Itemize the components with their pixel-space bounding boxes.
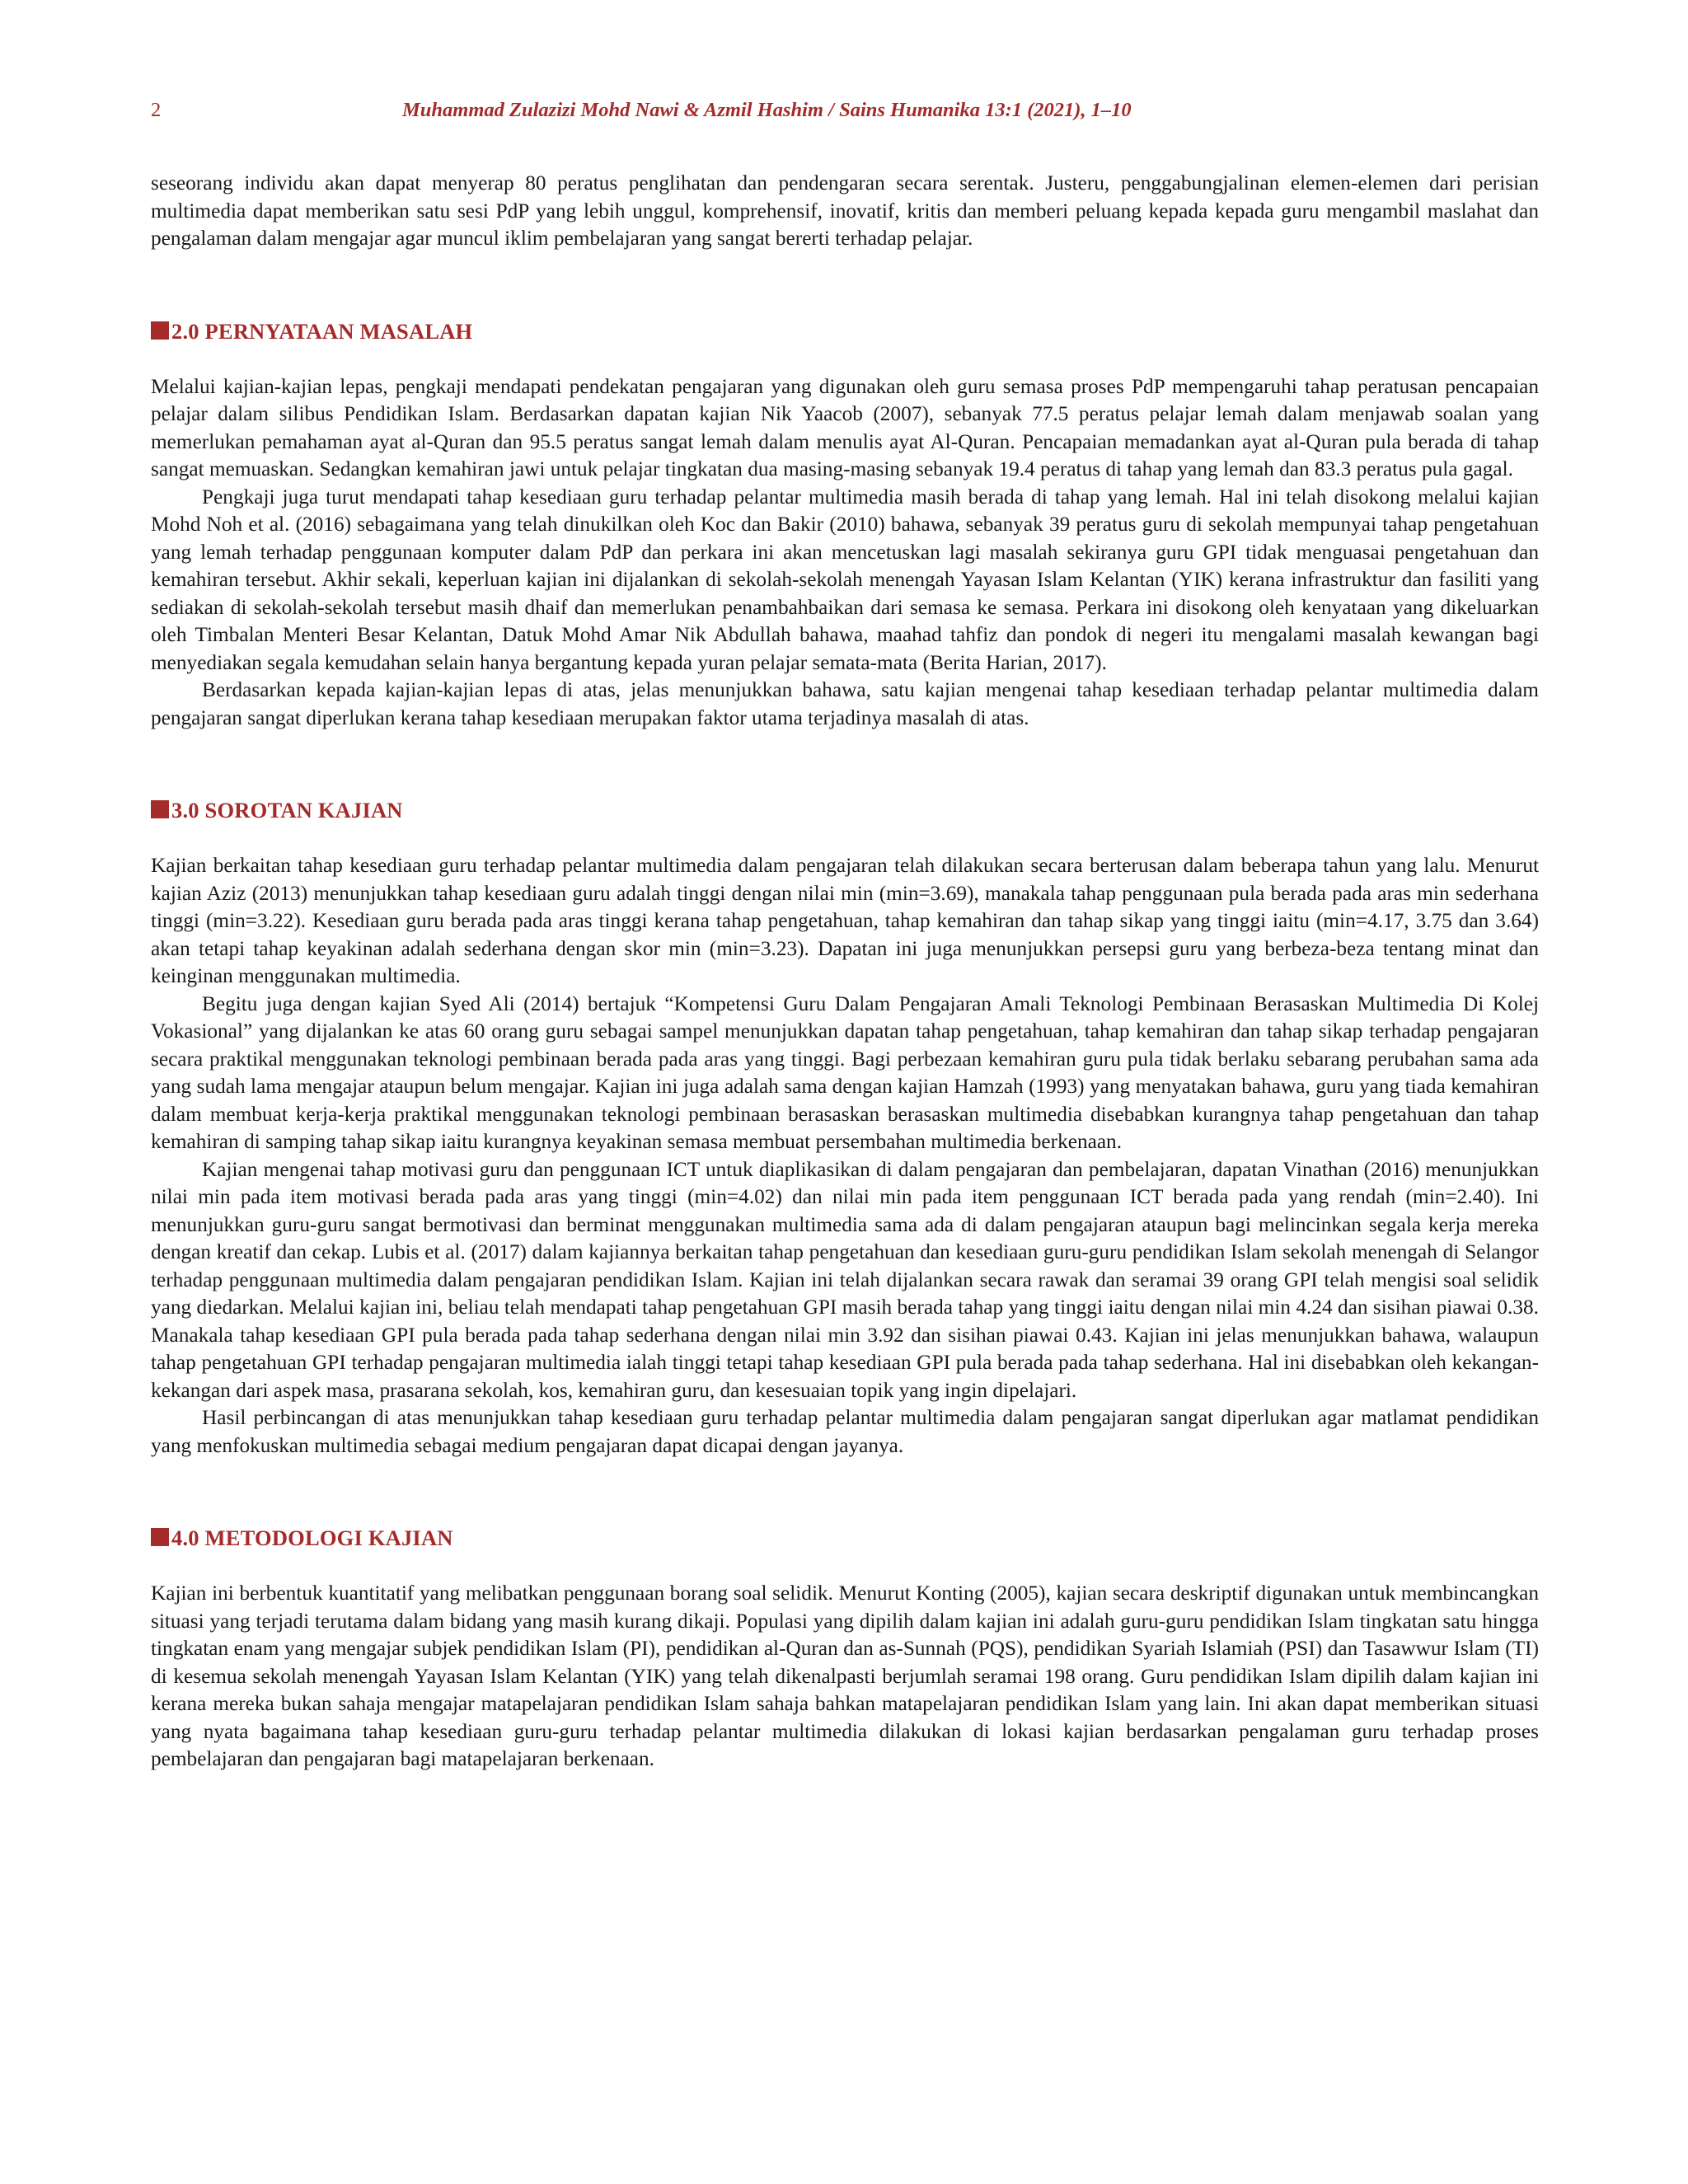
page-number: 2 [151, 99, 162, 121]
section-title: 4.0 METODOLOGI KAJIAN [171, 1526, 453, 1550]
section-heading-literature-review [151, 796, 1539, 824]
body-paragraph: Melalui kajian-kajian lepas, pengkaji mendapati pendekatan pengajaran yang digunakan oleh guru semasa proses PdP mempengaruhi tahap peratusan pencapaian pelajar dalam silibus Pendidikan Islam. Berdasarkan dapatan kajian Nik Yaacob (2007), sebanyak 77.5 peratus pelajar lemah dalam menjawab soalan yang memerlukan pemahaman ayat al-Quran dan 95.5 peratus sangat lemah dalam menulis ayat Al-Quran. Pencapaian memadankan ayat al-Quran pula berada di tahap sangat memuaskan. Sedangkan kemahiran jawi untuk pelajar tingkatan dua masing-masing sebanyak 19.4 peratus di tahap yang lemah dan 83.3 peratus pula gagal. [151, 374, 1539, 480]
intro-paragraph: seseorang individu akan dapat menyerap 80 peratus penglihatan dan pendengaran secara serentak. Justeru, penggabungjalinan elemen-elemen dari perisian multimedia dapat memberikan satu sesi PdP yang lebih unggul, komprehensif, inovatif, kritis dan memberi peluang kepada kepada guru mengambil maslahat dan pengalaman dalam mengajar agar muncul iklim pembelajaran yang sangat bererti terhadap pelajar. [151, 171, 1539, 250]
body-paragraph: Hasil perbincangan di atas menunjukkan tahap kesediaan guru terhadap pelantar multimedia dalam pengajaran sangat diperlukan agar matlamat pendidikan yang menfokuskan multimedia sebagai medium pengajaran dapat dicapai dengan jayanya. [151, 1406, 1539, 1457]
body-paragraph: Kajian ini berbentuk kuantitatif yang melibatkan penggunaan borang soal selidik. Menurut Konting (2005), kajian secara deskriptif digunakan untuk membincangkan situasi yang terjadi terutama dalam bidang yang masih kurang dikaji. Populasi yang dipilih dalam kajian ini adalah guru-guru pendidikan Islam tingkatan satu hingga tingkatan enam yang mengajar subjek pendidikan Islam (PI), pendidikan al-Quran dan as-Sunnah (PQS), pendidikan Syariah Islamiah (PSI) dan Tasawwur Islam (TI) di kesemua sekolah menengah Yayasan Islam Kelantan (YIK) yang telah dikenalpasti berjumlah seramai 198 orang. Guru pendidikan Islam dipilih dalam kajian ini kerana mereka bukan sahaja mengajar matapelajaran pendidikan Islam sahaja bahkan matapelajaran pendidikan Islam yang lain. Ini akan dapat memberikan situasi yang nyata bagaimana tahap kesediaan guru-guru terhadap pelantar multimedia dilakukan di lokasi kajian berdasarkan pengalaman guru terhadap proses pembelajaran dan pengajaran bagi matapelajaran berkenaan. [151, 1582, 1539, 1770]
journal-citation: Muhammad Zulazizi Mohd Nawi & Azmil Hashim / Sains Humanika 13:1 (2021), 1–10 [402, 99, 1132, 121]
section-title: 2.0 PERNYATAAN MASALAH [171, 318, 473, 344]
body-paragraph: Begitu juga dengan kajian Syed Ali (2014) bertajuk “Kompetensi Guru Dalam Pengajaran Amali Teknologi Pembinaan Berasaskan Multimedia Di Kolej Vokasional” yang dijalankan ke atas 60 orang guru sebagai sampel menunjukkan dapatan tahap pengetahuan, tahap kemahiran dan tahap sikap terhadap pengajaran secara praktikal menggunakan teknologi pembinaan berada pada aras yang tinggi. Bagi perbezaan kemahiran guru pula tidak berlaku sebarang perubahan sama ada yang sudah lama mengajar ataupun belum mengajar. Kajian ini juga adalah sama dengan kajian Hamzah (1993) yang menyatakan bahawa, guru yang tiada kemahiran dalam membuat kerja-kerja praktikal menggunakan teknologi pembinaan berasaskan berasaskan multimedia disebabkan kurangnya tahap pengetahuan dan tahap kemahiran di samping tahap sikap iaitu kurangnya keyakinan semasa membuat persembahan multimedia berkenaan. [151, 991, 1539, 1153]
section-marker-square [151, 800, 169, 818]
running-header [151, 99, 1539, 124]
section-marker-square [151, 321, 169, 340]
section-heading-methodology [151, 1524, 1539, 1552]
section-heading-problem-statement [151, 317, 1539, 345]
body-paragraph: Kajian berkaitan tahap kesediaan guru terhadap pelantar multimedia dalam pengajaran telah dilakukan secara berterusan dalam beberapa tahun yang lalu. Menurut kajian Aziz (2013) menunjukkan tahap kesediaan guru adalah tinggi dengan nilai min (min=3.69), manakala tahap penggunaan pula berada pada aras min sederhana tinggi (min=3.22). Kesediaan guru berada pada aras tinggi kerana tahap pengetahuan, tahap kemahiran dan tahap sikap yang tinggi iaitu (min=4.17, 3.75 dan 3.64) akan tetapi tahap keyakinan adalah sederhana dengan skor min (min=3.23). Dapatan ini juga menunjukkan persepsi guru yang berbeza-beza tentang minat dan keinginan menggunakan multimedia. [151, 854, 1539, 987]
body-paragraph: Pengkaji juga turut mendapati tahap kesediaan guru terhadap pelantar multimedia masih berada di tahap yang lemah. Hal ini telah disokong melalui kajian Mohd Noh et al. (2016) sebagaimana yang telah dinukilkan oleh Koc dan Bakir (2010) bahawa, sebanyak 39 peratus guru di sekolah mempunyai tahap pengetahuan yang lemah terhadap penggunaan komputer dalam PdP dan perkara ini akan mencetuskan lagi masalah sekiranya guru GPI tidak menguasai pengetahuan dan kemahiran tersebut. Akhir sekali, keperluan kajian ini dijalankan di sekolah-sekolah menengah Yayasan Islam Kelantan (YIK) kerana infrastruktur dan fasiliti yang sediakan di sekolah-sekolah tersebut masih dhaif dan memerlukan penambahbaikan dari semasa ke semasa. Perkara ini disokong oleh kenyataan yang dikeluarkan oleh Timbalan Menteri Besar Kelantan, Datuk Mohd Amar Nik Abdullah bahawa, maahad tahfiz dan pondok di negeri itu mengalami masalah kewangan bagi menyediakan segala kemudahan selain hanya bergantung kepada yuran pelajar semata-mata (Berita Harian, 2017). [151, 485, 1539, 674]
body-paragraph: Kajian mengenai tahap motivasi guru dan penggunaan ICT untuk diaplikasikan di dalam pengajaran dan pembelajaran, dapatan Vinathan (2016) menunjukkan nilai min pada item motivasi berada pada aras yang tinggi (min=4.02) dan nilai min pada item penggunaan ICT berada pada yang rendah (min=2.40). Ini menunjukkan guru-guru sangat bermotivasi dan berminat menggunakan multimedia sama ada di dalam pengajaran ataupun bagi melincinkan segala kerja mereka dengan kreatif dan cekap. Lubis et al. (2017) dalam kajiannya berkaitan tahap pengetahuan dan kesediaan guru-guru pendidikan Islam sekolah menengah di Selangor terhadap penggunaan multimedia dalam pengajaran pendidikan Islam. Kajian ini telah dijalankan secara rawak dan seramai 39 orang GPI telah mengisi soal selidik yang diedarkan. Melalui kajian ini, beliau telah mendapati tahap pengetahuan GPI masih berada tahap yang tinggi iaitu dengan nilai min 4.24 dan sisihan piawai 0.38. Manakala tahap kesediaan GPI pula berada pada tahap sederhana dengan nilai min 3.92 dan sisihan piawai 0.43. Kajian ini jelas menunjukkan bahawa, walaupun tahap pengetahuan GPI terhadap pengajaran multimedia ialah tinggi tetapi tahap kesediaan GPI pula berada pada tahap sederhana. Hal ini disebabkan oleh kekangan-kekangan dari aspek masa, prasarana sekolah, kos, kemahiran guru, dan kesesuaian topik yang ingin dipelajari. [151, 1157, 1539, 1402]
section-marker-square [151, 1528, 169, 1546]
journal-page [151, 99, 1539, 1774]
section-title: 3.0 SOROTAN KAJIAN [171, 798, 403, 823]
body-paragraph: Berdasarkan kepada kajian-kajian lepas di atas, jelas menunjukkan bahawa, satu kajian mengenai tahap kesediaan terhadap pelantar multimedia dalam pengajaran sangat diperlukan kerana tahap kesediaan merupakan faktor utama terjadinya masalah di atas. [151, 678, 1539, 729]
